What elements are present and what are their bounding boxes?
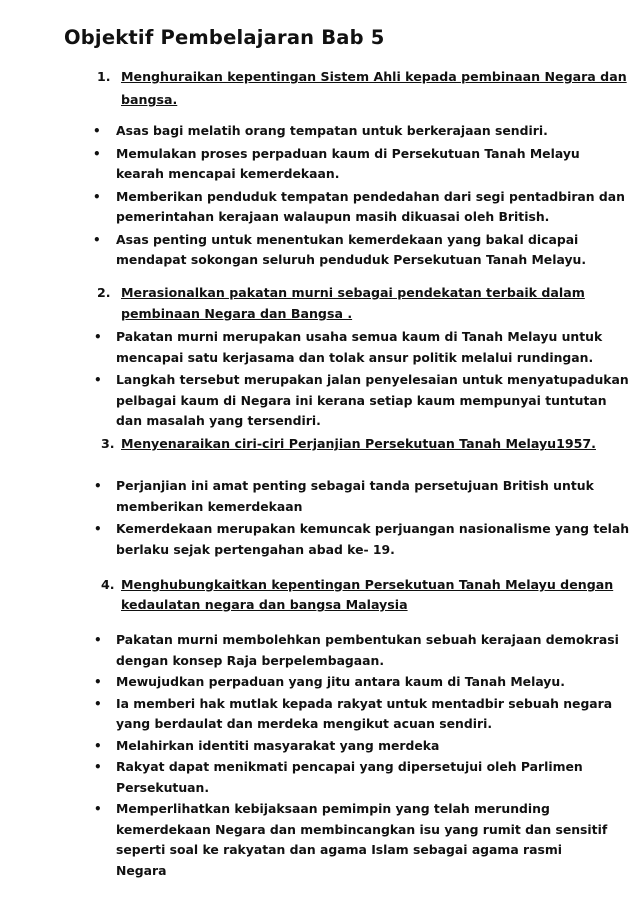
bullet-icon: • [94, 479, 102, 493]
bullet-icon: • [93, 146, 101, 161]
section-heading-line: pembinaan Negara dan Bangsa . [121, 306, 353, 321]
bullet-list [0, 121, 638, 271]
bullet-icon: • [94, 330, 102, 344]
section-number: 1. [97, 69, 111, 84]
list-item: • Melahirkan identiti masyarakat yang merdeka [0, 736, 638, 757]
section-heading-line: Menghubungkaitkan kepentingan Persekutuan Tanah Melayu dengan [121, 577, 614, 592]
list-item: • Rakyat dapat menikmati pencapai yang dipersetujui oleh Parlimen Persekutuan. [94, 759, 583, 795]
bullet-list [0, 630, 638, 881]
list-item: • Memulakan proses perpaduan kaum di Persekutuan Tanah Melayu kearah mencapai kemerdekaan. [93, 145, 580, 181]
bullet-icon: • [94, 738, 102, 753]
bullet-icon: • [94, 760, 102, 774]
bullet-icon: • [94, 802, 102, 816]
bullet-icon: • [94, 675, 102, 689]
list-item: • Asas bagi melatih orang tempatan untuk berkerajaan sendiri. [0, 121, 638, 142]
list-item: • Langkah tersebut merupakan jalan penyelesaian untuk menyatupadukan pelbagai kaum di Negara ini kerana setiap kaum mempunyai tuntutan dan masalah yang tersendiri. [94, 372, 629, 428]
section-heading-line: bangsa. [121, 92, 178, 107]
bullet-icon: • [94, 696, 102, 711]
bullet-icon: • [93, 232, 101, 247]
bullet-icon: • [94, 522, 102, 536]
list-item: • Pakatan murni membolehkan pembentukan sebuah kerajaan demokrasi dengan konsep Raja berpelembagaan. [94, 632, 619, 668]
bullet-icon: • [94, 633, 102, 647]
bullet-icon: • [93, 189, 101, 204]
section-number: 3. [101, 436, 115, 451]
list-item: • Asas penting untuk menentukan kemerdekaan yang bakal dicapai mendapat sokongan seluruh penduduk Persekutuan Tanah Melayu. [93, 231, 587, 267]
bullet-list [0, 476, 638, 560]
section-number: 2. [97, 285, 111, 300]
list-item: • Perjanjian ini amat penting sebagai tanda persetujuan British untuk memberikan kemerdekaan [94, 478, 594, 514]
list-item: • Kemerdekaan merupakan kemuncak perjuangan nasionalisme yang telah berlaku sejak pertengahan abad ke- 19. [94, 521, 630, 557]
list-item: • Memperlihatkan kebijaksaan pemimpin yang telah merunding kemerdekaan Negara dan membincangkan isu yang rumit dan sensitif seperti soal ke rakyatan dan agama Islam sebagai agama rasmi Negara [94, 801, 608, 878]
section-heading-line: Menyenaraikan ciri-ciri Perjanjian Persekutuan Tanah Melayu1957. [121, 436, 596, 451]
bullet-icon: • [94, 373, 102, 387]
list-item: • Ia memberi hak mutlak kepada rakyat untuk mentadbir sebuah negara yang berdaulat dan merdeka mengikut acuan sendiri. [94, 695, 613, 731]
list-item: • Memberikan penduduk tempatan pendedahan dari segi pentadbiran dan pemerintahan kerajaan walaupun masih dikuasai oleh British. [93, 188, 625, 224]
bullet-list [0, 327, 638, 432]
page-title: Objektif Pembelajaran Bab 5 [64, 26, 385, 49]
section-number: 4. [101, 577, 115, 592]
bullet-icon: • [93, 124, 101, 138]
section-heading-line: Menghuraikan kepentingan Sistem Ahli kepada pembinaan Negara dan [121, 69, 627, 84]
list-item: • Pakatan murni merupakan usaha semua kaum di Tanah Melayu untuk mencapai satu kerjasama dan tolak ansur politik melalui rundingan. [94, 329, 603, 365]
section-heading-line: Merasionalkan pakatan murni sebagai pendekatan terbaik dalam [121, 285, 585, 300]
section-heading-line: kedaulatan negara dan bangsa Malaysia [121, 597, 408, 612]
list-item: • Mewujudkan perpaduan yang jitu antara kaum di Tanah Melayu. [0, 672, 638, 693]
